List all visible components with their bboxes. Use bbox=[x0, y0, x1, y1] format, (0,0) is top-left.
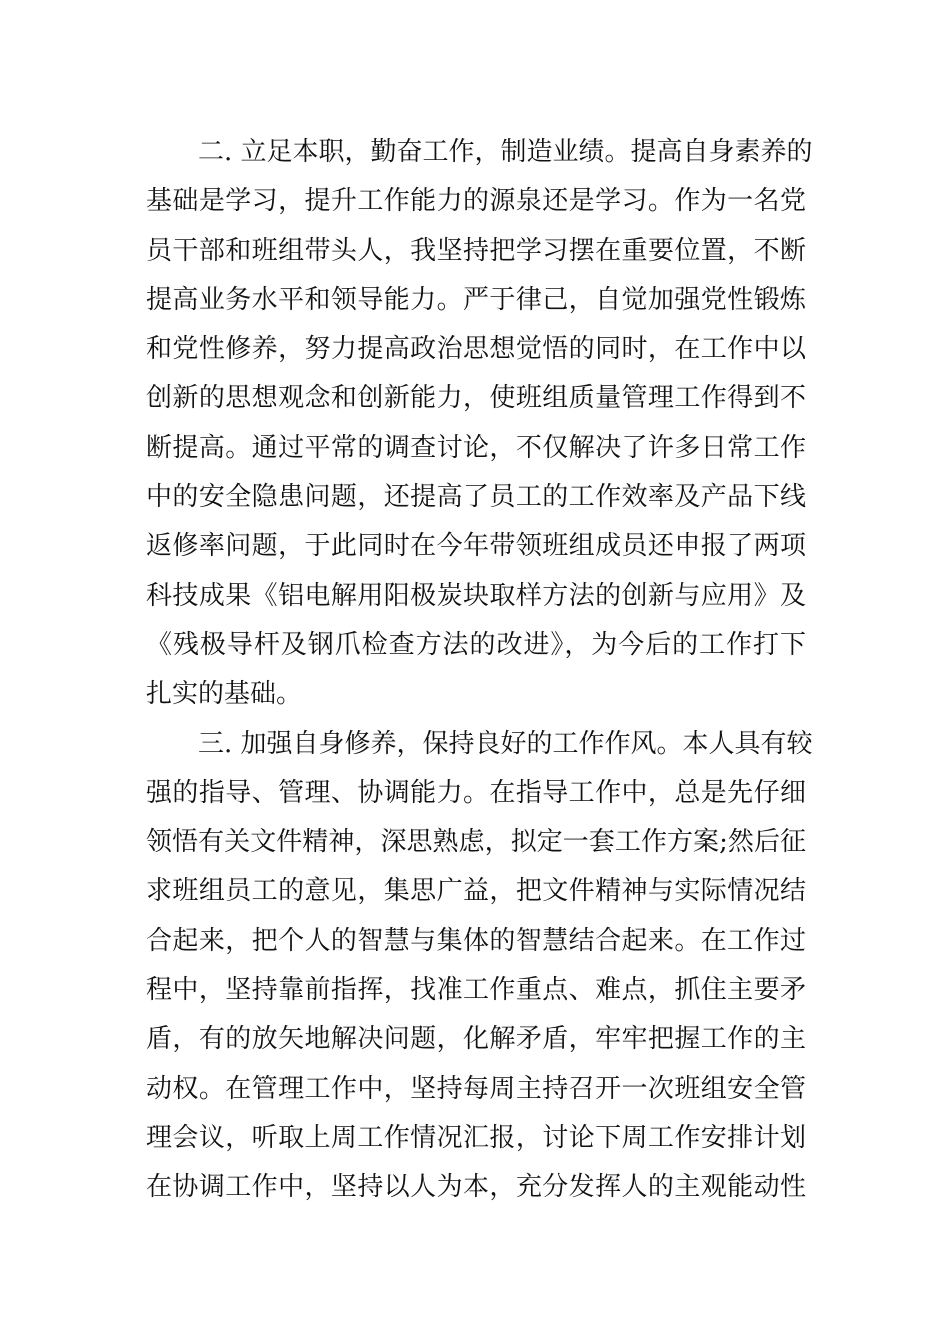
paragraph-line: 提高业务水平和领导能力。严于律己，自觉加强党性锻炼 bbox=[146, 284, 806, 315]
paragraph-line: 二. 立足本职，勤奋工作，制造业绩。提高自身素养的 bbox=[198, 137, 813, 167]
paragraph-line: 领悟有关文件精神，深思熟虑，拟定一套工作方案;然后征 bbox=[146, 827, 806, 858]
paragraph-line: 动权。在管理工作中，坚持每周主持召开一次班组安全管 bbox=[146, 1073, 806, 1104]
paragraph-line: 断提高。通过平常的调查讨论，不仅解决了许多日常工作 bbox=[146, 432, 806, 463]
paragraph-line: 在协调工作中，坚持以人为本，充分发挥人的主观能动性 bbox=[146, 1172, 806, 1203]
paragraph-line: 员干部和班组带头人，我坚持把学习摆在重要位置，不断 bbox=[146, 235, 806, 266]
paragraph-line: 扎实的基础。 bbox=[146, 679, 303, 710]
paragraph-line: 中的安全隐患问题，还提高了员工的工作效率及产品下线 bbox=[146, 482, 806, 513]
paragraph-line: 基础是学习，提升工作能力的源泉还是学习。作为一名党 bbox=[146, 186, 806, 217]
paragraph-line: 创新的思想观念和创新能力，使班组质量管理工作得到不 bbox=[146, 383, 806, 414]
paragraph-line: 三. 加强自身修养，保持良好的工作作风。本人具有较 bbox=[198, 728, 813, 759]
body-text bbox=[146, 128, 813, 1213]
paragraph-line: 求班组员工的意见，集思广益，把文件精神与实际情况结 bbox=[146, 876, 806, 907]
paragraph-line: 理会议，听取上周工作情况汇报，讨论下周工作安排计划 bbox=[146, 1122, 806, 1153]
paragraph-3 bbox=[146, 720, 813, 1213]
paragraph-line: 《残极导杆及钢爪检查方法的改进》，为今后的工作打下 bbox=[146, 629, 806, 660]
paragraph-line: 返修率问题，于此同时在今年带领班组成员还申报了两项 bbox=[146, 531, 806, 562]
paragraph-line: 盾，有的放矢地解决问题，化解矛盾，牢牢把握工作的主 bbox=[146, 1024, 806, 1055]
paragraph-2 bbox=[146, 128, 813, 720]
paragraph-line: 科技成果《铝电解用阳极炭块取样方法的创新与应用》及 bbox=[146, 580, 806, 611]
paragraph-line: 和党性修养，努力提高政治思想觉悟的同时，在工作中以 bbox=[146, 334, 806, 365]
paragraph-line: 程中，坚持靠前指挥，找准工作重点、难点，抓住主要矛 bbox=[146, 975, 806, 1006]
paragraph-line: 合起来，把个人的智慧与集体的智慧结合起来。在工作过 bbox=[146, 925, 806, 956]
paragraph-line: 强的指导、管理、协调能力。在指导工作中，总是先仔细 bbox=[146, 777, 806, 808]
